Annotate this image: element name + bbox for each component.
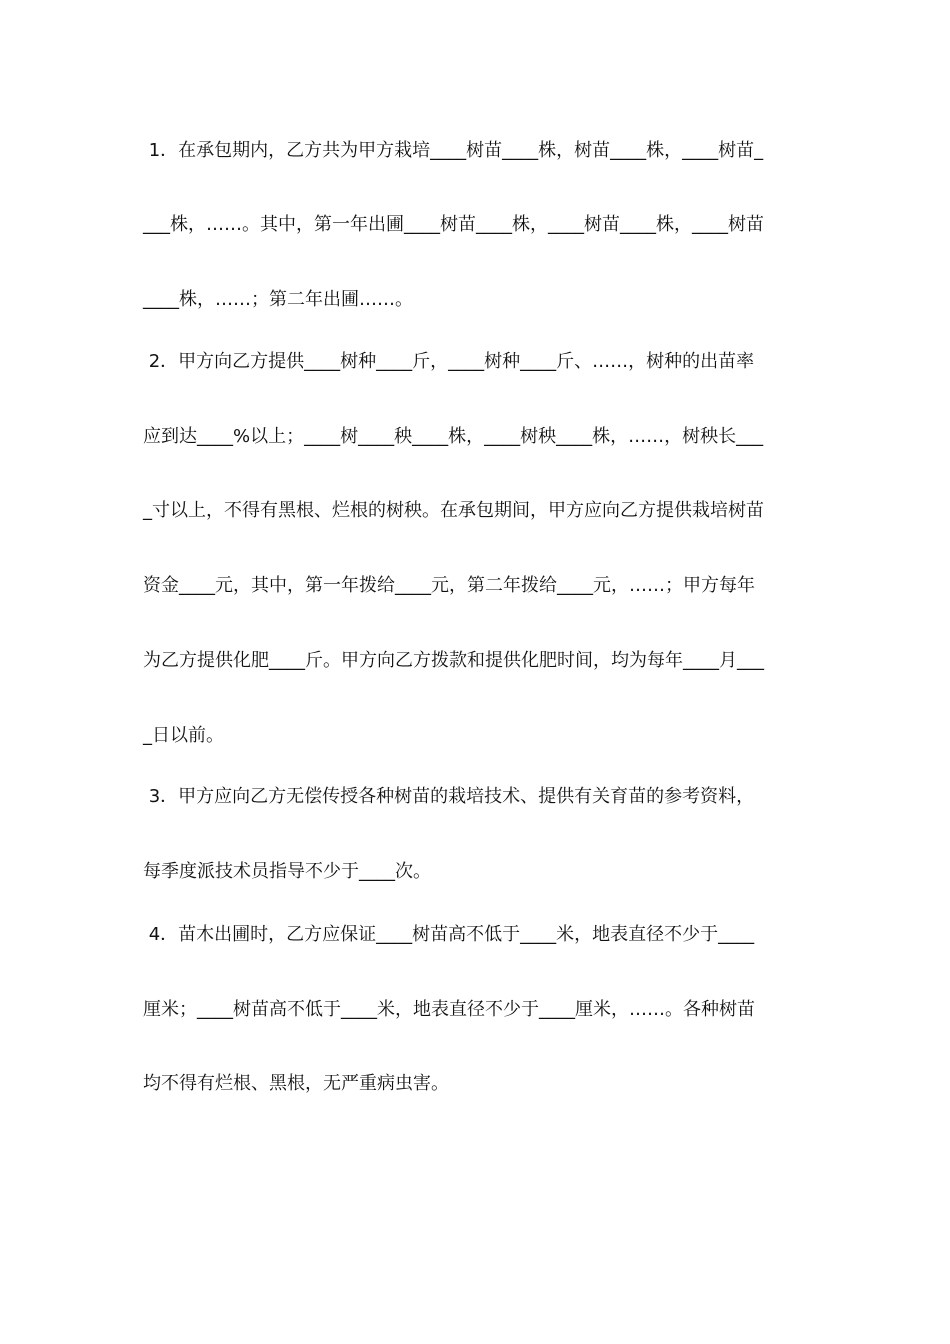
clause-2-line-5: 为乙方提供化肥____斤。甲方向乙方拨款和提供化肥时间，均为每年____月___ [143, 650, 764, 671]
clause-2-line-4: 资金____元，其中，第一年拨给____元，第二年拨给____元，……；甲方每年 [143, 575, 755, 596]
clause-3-line-1: 3．甲方应向乙方无偿传授各种树苗的栽培技术、提供有关育苗的参考资料， [143, 786, 755, 807]
clause-2-line-1: 2．甲方向乙方提供____树种____斤，____树种____斤、……，树种的出苗率 [143, 351, 755, 372]
clause-3-line-2: 每季度派技术员指导不少于____次。 [143, 861, 431, 882]
clause-4-line-2: 厘米；____树苗高不低于____米，地表直径不少于____厘米，……。各种树苗 [143, 999, 755, 1020]
clause-4-line-1: 4．苗木出圃时，乙方应保证____树苗高不低于____米，地表直径不少于____ [143, 924, 755, 945]
clause-1-line-1: 1．在承包期内，乙方共为甲方栽培____树苗____株，树苗____株，____树苗_ [143, 140, 764, 161]
clause-2-line-2: 应到达____%以上；____树____秧____株，____树秧____株，……，树秧长___ [143, 426, 764, 447]
clause-4-line-3: 均不得有烂根、黑根，无严重病虫害。 [143, 1073, 449, 1094]
clause-2-line-3: _寸以上，不得有黑根、烂根的树秧。在承包期间，甲方应向乙方提供栽培树苗 [143, 500, 764, 521]
clause-1-line-2: ___株，……。其中，第一年出圃____树苗____株，____树苗____株，____树苗 [143, 214, 764, 235]
clause-2-line-6: _日以前。 [143, 725, 224, 746]
clause-1-line-3: ____株，……；第二年出圃……。 [143, 289, 413, 310]
